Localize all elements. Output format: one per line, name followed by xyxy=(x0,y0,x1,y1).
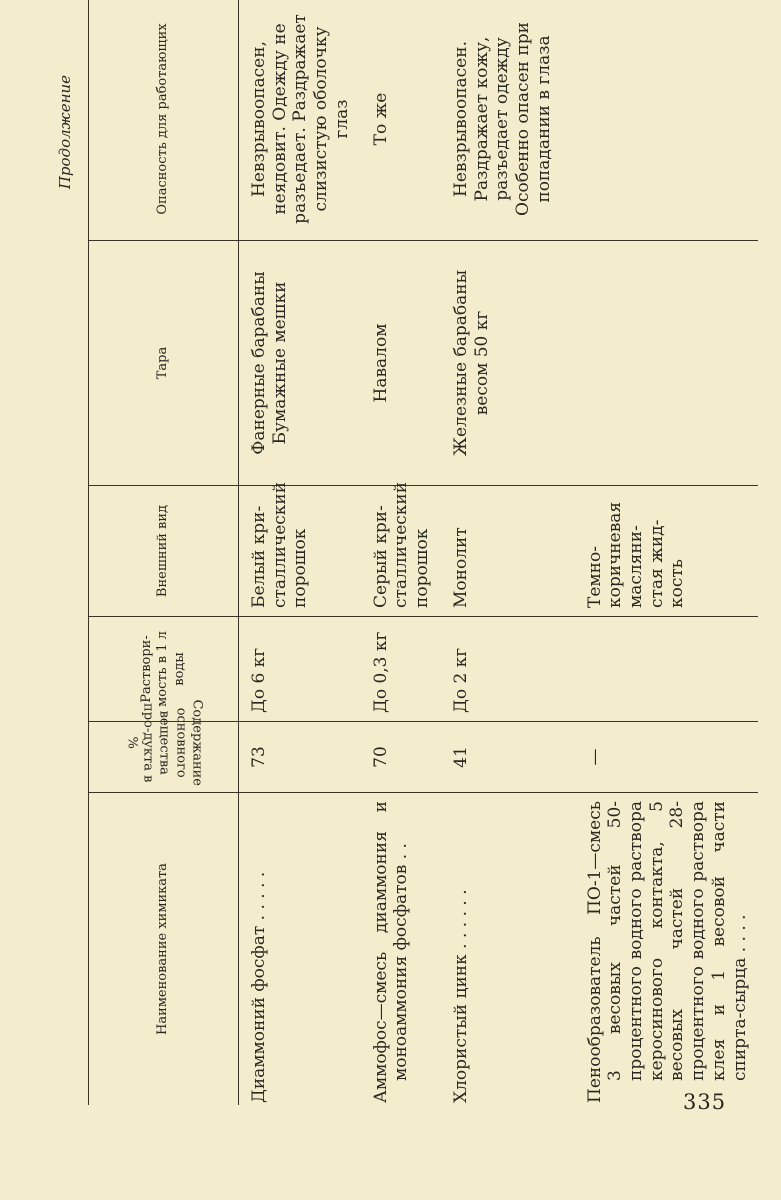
header-chemical-name: Наименование химиката xyxy=(89,793,239,1106)
cell-container: Навалом xyxy=(361,241,441,486)
header-hazard: Опасность для работающих xyxy=(89,0,239,241)
cell-solubility: До 2 кг xyxy=(441,617,563,722)
cell-name xyxy=(563,793,759,1106)
cell-name: Хлористый цинк . . . . . . xyxy=(450,889,471,1103)
cell-hazard: То же xyxy=(361,0,441,241)
cell-percent: 41 xyxy=(441,722,563,793)
continuation-label: Продолжение xyxy=(56,75,74,190)
cell-container: Фанерные барабаны Бумажные мешки xyxy=(239,241,361,486)
cell-hazard: Невзрывоопасен, неядовит. Одежду не разъедает. Раздражает слизистую оболочку глаз xyxy=(239,0,361,241)
header-appearance: Внешний вид xyxy=(89,486,239,617)
table-row xyxy=(563,0,759,1105)
cell-percent: 73 xyxy=(239,722,361,793)
chemicals-table xyxy=(88,0,758,1105)
table-row xyxy=(361,0,441,1105)
header-main-substance-percent: Содержание основного вещества про-дукта в % xyxy=(89,722,239,793)
cell-container: Железные барабаны весом 50 кг xyxy=(441,241,563,486)
cell-name: Диаммоний фосфат . . . . . xyxy=(249,871,269,1103)
cell-appearance: Белый кри-сталлический порошок xyxy=(239,486,361,617)
page-number: 335 xyxy=(683,1090,727,1114)
table-row xyxy=(441,0,563,1105)
cell-percent: — xyxy=(563,722,759,793)
cell-hazard: Невзрывоопасен. Раздражает кожу, разъедает одежду Особенно опасен при попадании в глаза xyxy=(441,0,563,241)
header-solubility: Раствори-мость в 1 л воды xyxy=(89,617,239,722)
cell-percent: 70 xyxy=(361,722,441,793)
cell-solubility xyxy=(563,617,759,722)
table-row xyxy=(239,0,361,1105)
header-container: Тара xyxy=(89,241,239,486)
cell-appearance: Монолит xyxy=(441,486,563,617)
cell-hazard xyxy=(563,0,759,241)
cell-solubility: До 0,3 кг xyxy=(361,617,441,722)
cell-solubility: До 6 кг xyxy=(239,617,361,722)
cell-name xyxy=(361,793,441,1106)
cell-name-text: Аммофос—смесь диаммония и моноаммония фосфатов . . xyxy=(370,801,412,1103)
cell-container xyxy=(563,241,759,486)
cell-appearance: Темно-коричневая масляни-стая жид-кость xyxy=(563,486,759,617)
cell-name-text: Пенообразователь ПО-1—смесь 3 весовых частей 50-процентного водного раствора керосинового контакта, 5 весовых частей 28-процентного водного раствора клея и 1 весовой части спирта-сырца . . . . xyxy=(584,801,750,1103)
table-header-row xyxy=(89,0,239,1105)
cell-appearance: Серый кри-сталлический порошок xyxy=(361,486,441,617)
